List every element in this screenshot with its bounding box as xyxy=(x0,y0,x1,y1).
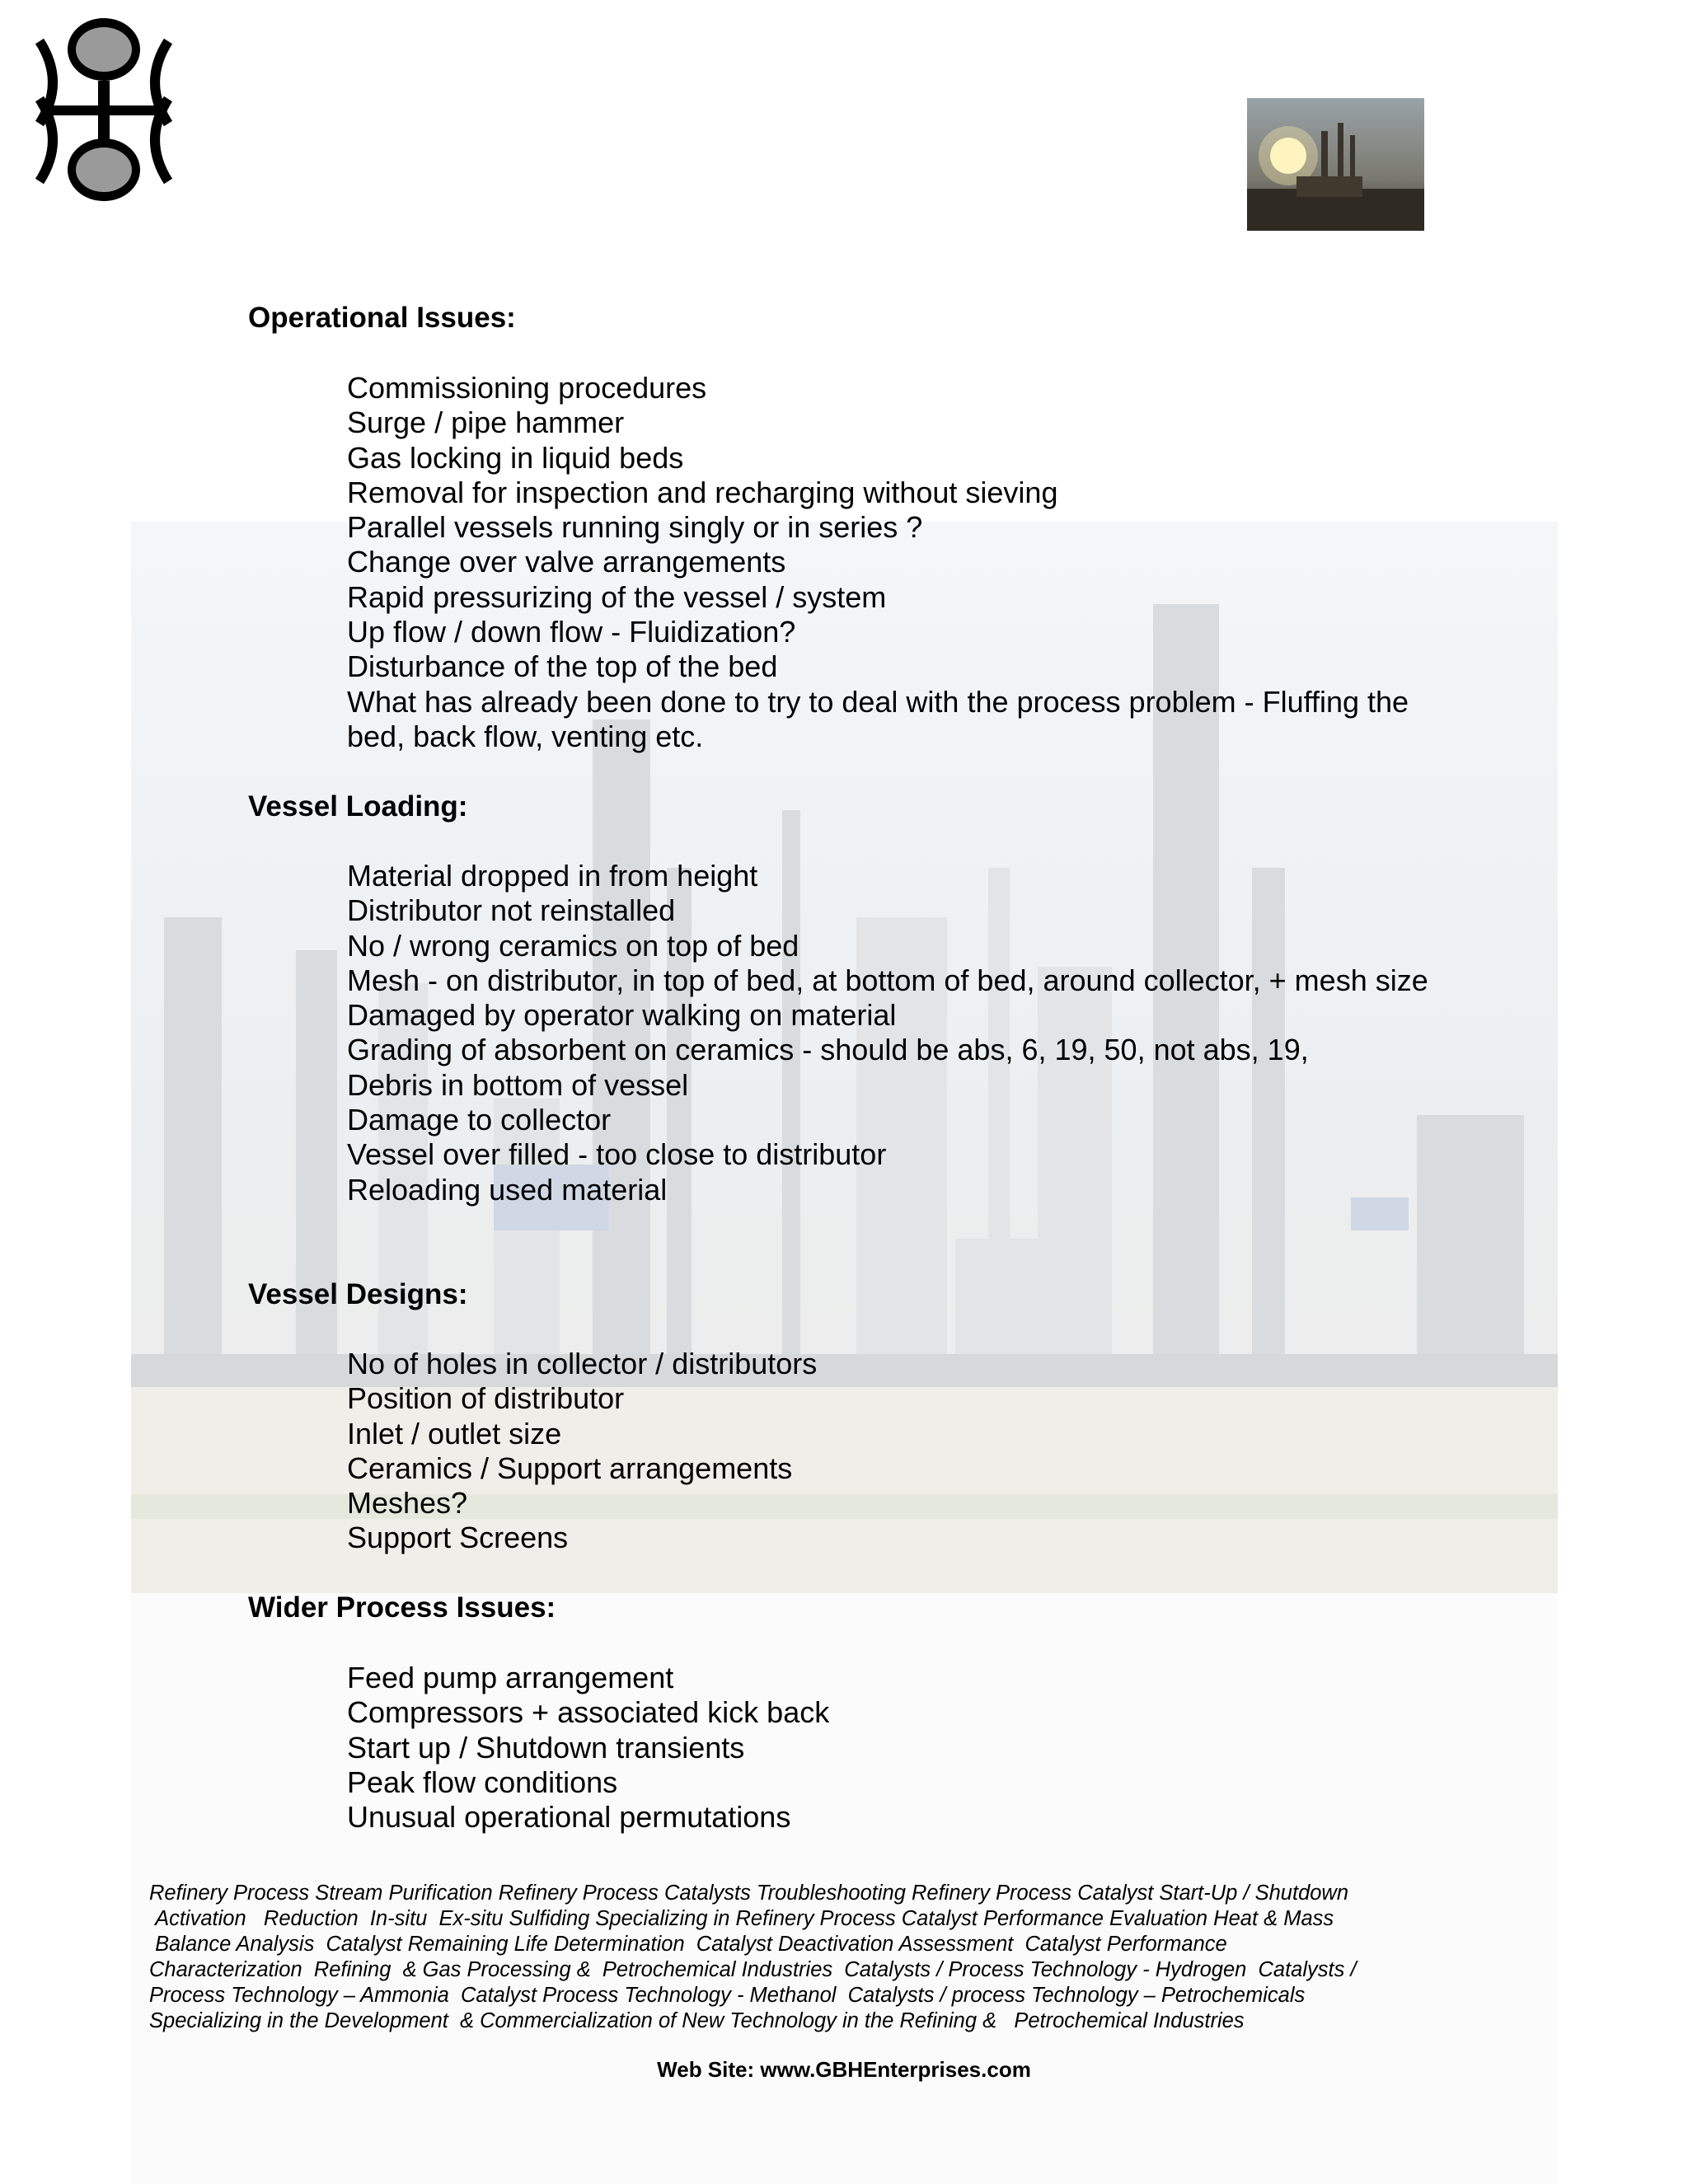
list-wider-process-issues xyxy=(347,1661,829,1835)
list-item: Damage to collector xyxy=(347,1103,612,1137)
list-item: Surge / pipe hammer xyxy=(347,405,625,440)
list-item: Disturbance of the top of the bed xyxy=(347,649,778,684)
section-heading-operational-issues: Operational Issues: xyxy=(248,302,516,334)
list-item: Gas locking in liquid beds xyxy=(347,440,684,475)
list-item: Distributor not reinstalled xyxy=(347,893,676,928)
list-vessel-loading xyxy=(347,859,1451,1207)
list-item: Compressors + associated kick back xyxy=(347,1695,830,1730)
list-item: Mesh - on distributor, in top of bed, at bottom of bed, around collector, + mesh size xyxy=(347,963,1428,997)
website-link[interactable]: Web Site: www.GBHEnterprises.com xyxy=(657,2057,1031,2082)
list-item: Start up / Shutdown transients xyxy=(347,1730,745,1765)
list-item: Unusual operational permutations xyxy=(347,1800,791,1835)
list-item: No / wrong ceramics on top of bed xyxy=(347,928,799,963)
footer-line: Process Technology – Ammonia Catalyst Process Technology - Methanol Catalysts / process Technology – Petrochemicals xyxy=(149,1984,1306,2007)
list-item: Grading of absorbent on ceramics - should be abs, 6, 19, 50, not abs, 19, xyxy=(347,1033,1309,1067)
section-heading-vessel-loading: Vessel Loading: xyxy=(248,790,468,823)
footer-line: Activation Reduction In-situ Ex-situ Sulfiding Specializing in Refinery Process Catalyst Performance Evaluation Heat & Mass xyxy=(149,1907,1334,1930)
list-item: Peak flow conditions xyxy=(347,1765,618,1799)
list-item: Rapid pressurizing of the vessel / system xyxy=(347,579,887,614)
gbh-logo-icon xyxy=(33,8,181,206)
footer-line: Specializing in the Development & Commercialization of New Technology in the Refining & Petrochemical Industries xyxy=(149,2009,1245,2032)
list-item: No of holes in collector / distributors xyxy=(347,1347,818,1380)
list-item: Parallel vessels running singly or in series ? xyxy=(347,510,923,545)
list-item: Change over valve arrangements xyxy=(347,545,786,579)
section-heading-vessel-designs: Vessel Designs: xyxy=(248,1278,468,1310)
list-item: Meshes? xyxy=(347,1486,468,1521)
list-item: Ceramics / Support arrangements xyxy=(347,1451,793,1485)
list-item: Commissioning procedures xyxy=(347,371,707,405)
footer-line: Balance Analysis Catalyst Remaining Life Determination Catalyst Deactivation Assessment Catalyst Performance xyxy=(149,1933,1227,1956)
list-item: Debris in bottom of vessel xyxy=(347,1067,689,1102)
list-item: Vessel over filled - too close to distributor xyxy=(347,1137,887,1172)
footer-line: Characterization Refining & Gas Processing & Petrochemical Industries Catalysts / Process Technology - Hydrogen Catalysts / xyxy=(149,1958,1357,1981)
list-item: Support Screens xyxy=(347,1521,569,1555)
list-item: Position of distributor xyxy=(347,1381,625,1416)
list-item: Removal for inspection and recharging without sieving xyxy=(347,475,1058,509)
refinery-sunset-photo xyxy=(1247,98,1424,231)
list-item: Damaged by operator walking on material xyxy=(347,998,897,1033)
section-heading-wider-process-issues: Wider Process Issues: xyxy=(248,1591,556,1624)
list-item: Up flow / down flow - Fluidization? xyxy=(347,615,796,649)
footer-description xyxy=(149,1881,1435,2034)
list-item: What has already been done to try to deal with the process problem - Fluffing the bed, back flow, venting etc. xyxy=(347,684,1409,753)
list-item: Material dropped in from height xyxy=(347,859,758,893)
footer-line: Refinery Process Stream Purification Refinery Process Catalysts Troubleshooting Refinery Process Catalyst Start-Up / Shutdown xyxy=(149,1882,1349,1905)
list-vessel-designs xyxy=(347,1347,817,1556)
list-operational-issues xyxy=(347,371,1451,754)
list-item: Inlet / outlet size xyxy=(347,1416,562,1451)
list-item: Feed pump arrangement xyxy=(347,1661,674,1694)
list-item: Reloading used material xyxy=(347,1172,668,1207)
